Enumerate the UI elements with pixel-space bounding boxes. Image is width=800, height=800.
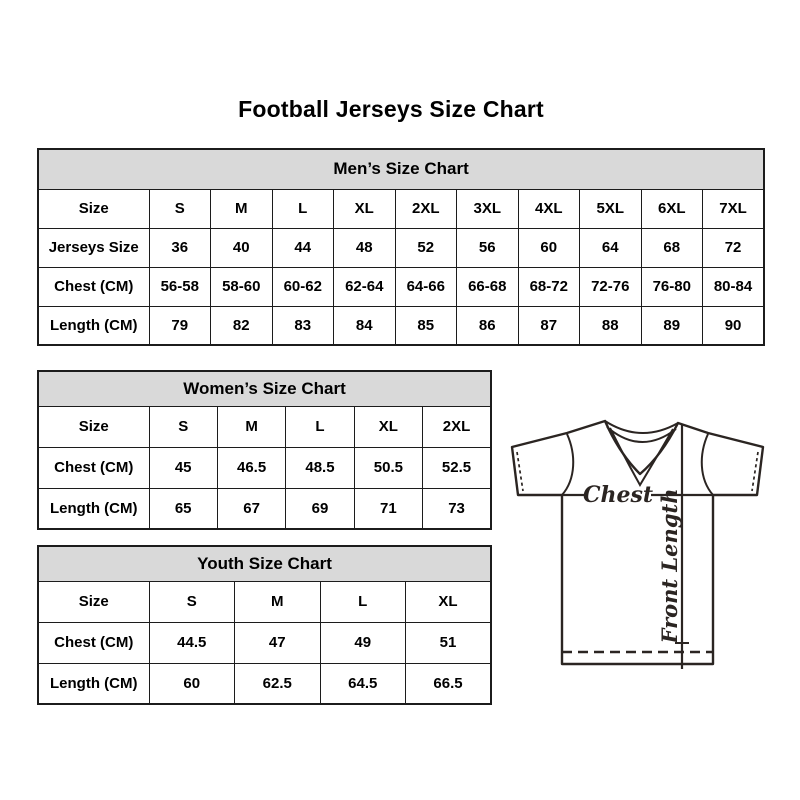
size-col-header: L	[320, 581, 406, 622]
row-label: Jerseys Size	[38, 228, 149, 267]
row-label: Size	[38, 406, 149, 447]
value-cell: 40	[211, 228, 273, 267]
value-cell: 76-80	[641, 267, 703, 306]
womens-size-table	[37, 370, 492, 530]
value-cell: 44.5	[149, 622, 235, 663]
right-armhole-seam	[702, 434, 713, 495]
value-cell: 68-72	[518, 267, 580, 306]
value-cell: 83	[272, 306, 334, 345]
value-cell: 89	[641, 306, 703, 345]
value-cell: 51	[406, 622, 492, 663]
value-cell: 82	[211, 306, 273, 345]
value-cell: 64	[580, 228, 642, 267]
value-cell: 62.5	[235, 663, 321, 704]
value-cell: 84	[334, 306, 396, 345]
size-col-header: 7XL	[703, 189, 765, 228]
value-cell: 44	[272, 228, 334, 267]
size-col-header: 3XL	[457, 189, 519, 228]
chest-label: Chest	[582, 482, 654, 508]
value-cell: 90	[703, 306, 765, 345]
left-armhole-seam	[562, 434, 573, 495]
size-col-header: XL	[406, 581, 492, 622]
value-cell: 66.5	[406, 663, 492, 704]
row-label: Size	[38, 189, 149, 228]
womens-table-title: Women’s Size Chart	[38, 371, 491, 406]
size-col-header: L	[286, 406, 354, 447]
value-cell: 73	[423, 488, 491, 529]
size-col-header: 2XL	[423, 406, 491, 447]
size-col-header: S	[149, 189, 211, 228]
value-cell: 52.5	[423, 447, 491, 488]
jersey-outline	[512, 421, 763, 664]
value-cell: 50.5	[354, 447, 422, 488]
page-title: Football Jerseys Size Chart	[238, 96, 544, 122]
value-cell: 67	[217, 488, 285, 529]
value-cell: 65	[149, 488, 217, 529]
value-cell: 45	[149, 447, 217, 488]
value-cell: 36	[149, 228, 211, 267]
value-cell: 85	[395, 306, 457, 345]
value-cell: 60	[518, 228, 580, 267]
row-label: Length (CM)	[38, 488, 149, 529]
value-cell: 49	[320, 622, 406, 663]
value-cell: 64-66	[395, 267, 457, 306]
row-label: Length (CM)	[38, 663, 149, 704]
value-cell: 71	[354, 488, 422, 529]
front-length-label: Front Length	[657, 488, 682, 644]
size-col-header: XL	[354, 406, 422, 447]
size-col-header: 2XL	[395, 189, 457, 228]
value-cell: 72-76	[580, 267, 642, 306]
row-label: Length (CM)	[38, 306, 149, 345]
size-col-header: 5XL	[580, 189, 642, 228]
value-cell: 60	[149, 663, 235, 704]
size-col-header: L	[272, 189, 334, 228]
youth-size-table	[37, 545, 492, 705]
size-col-header: S	[149, 581, 235, 622]
value-cell: 47	[235, 622, 321, 663]
value-cell: 68	[641, 228, 703, 267]
youth-table-title: Youth Size Chart	[38, 546, 491, 581]
value-cell: 56-58	[149, 267, 211, 306]
row-label: Chest (CM)	[38, 622, 149, 663]
size-col-header: 6XL	[641, 189, 703, 228]
value-cell: 87	[518, 306, 580, 345]
value-cell: 69	[286, 488, 354, 529]
size-col-header: 4XL	[518, 189, 580, 228]
value-cell: 46.5	[217, 447, 285, 488]
collar-back-curve	[605, 421, 678, 433]
value-cell: 66-68	[457, 267, 519, 306]
value-cell: 72	[703, 228, 765, 267]
size-col-header: M	[235, 581, 321, 622]
value-cell: 86	[457, 306, 519, 345]
row-label: Chest (CM)	[38, 447, 149, 488]
value-cell: 48.5	[286, 447, 354, 488]
size-col-header: M	[211, 189, 273, 228]
value-cell: 58-60	[211, 267, 273, 306]
value-cell: 64.5	[320, 663, 406, 704]
value-cell: 80-84	[703, 267, 765, 306]
row-label: Size	[38, 581, 149, 622]
size-col-header: XL	[334, 189, 396, 228]
value-cell: 48	[334, 228, 396, 267]
value-cell: 88	[580, 306, 642, 345]
mens-table-title: Men’s Size Chart	[38, 149, 764, 189]
mens-size-table	[37, 148, 765, 346]
value-cell: 56	[457, 228, 519, 267]
row-label: Chest (CM)	[38, 267, 149, 306]
value-cell: 79	[149, 306, 211, 345]
value-cell: 60-62	[272, 267, 334, 306]
value-cell: 52	[395, 228, 457, 267]
size-col-header: M	[217, 406, 285, 447]
value-cell: 62-64	[334, 267, 396, 306]
size-col-header: S	[149, 406, 217, 447]
jersey-diagram-icon	[505, 398, 767, 680]
